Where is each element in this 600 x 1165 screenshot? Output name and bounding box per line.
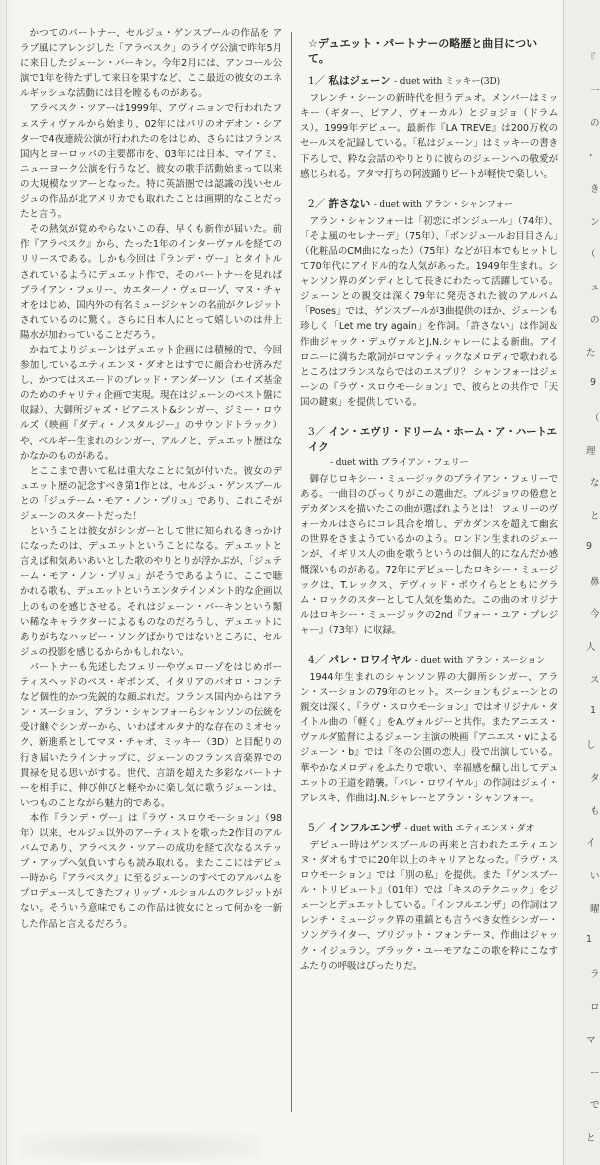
edge-char: の bbox=[590, 118, 600, 129]
edge-char: 曜 bbox=[590, 904, 600, 915]
column-divider bbox=[291, 32, 292, 1112]
song-duet-partner: - duet with エティエンヌ・ダオ bbox=[404, 823, 535, 834]
edge-char: ラ bbox=[590, 969, 600, 980]
song-duet-partner: - duet with ブライアン・フェリー bbox=[330, 457, 469, 468]
edge-char: も bbox=[590, 806, 600, 817]
song-entry-3 bbox=[300, 425, 558, 638]
article-paragraph: その熱気が覚めやらないこの春、早くも新作が届いた。前作『アラベスク』から、たった1年のインターヴァルを経てのリリースである。しかも今回は『ランデ・ヴー』とタイトルされているようにデュエット作で、そのパートナーを見ればブライアン・フェリー、カエターノ・ヴェローゾ、マヌ・チャオをはじめ、国内外の有名ミュージシャンの名前がクレジットされているのに驚く。さらに日本人にとって嬉しいのは井上陽水が加わっていることだろう。 bbox=[20, 224, 282, 341]
song-title: 許さない bbox=[328, 197, 371, 210]
song-description: アラン・シャンフォーは「初恋にボンジュール」（74年）、「そよ風のセレナーデ」（75年）、「ボンジュールお目目さん」（化粧品のCM曲になった）（75年）などが日本でもヒットして70年代にアイドル的な人気があった。1949年生まれ。シャンソン界のダンディとして長きにわたって活躍している。ジェーンとの親交は深く79年に発売された彼のアルバム「Poses」では、ゲンスブールが3曲提供のほか、ジェーンも珍しく「Let me try again」を作詞。「許さない」は作詞＆作曲ジャック・デュヴァルとJ.N.シャレーによる新曲。アイロニーに満ちた歌詞がロマンティックなメロディで歌われるところはフランスならではのエスプリ？ シャンフォーはジェーンの『ラヴ・スロウモーション』で、彼らとの共作で「天国の鍵束」を提供している。 bbox=[300, 215, 558, 408]
edge-char: 人 bbox=[586, 642, 596, 653]
song-entry-4 bbox=[300, 653, 558, 806]
edge-char: と bbox=[590, 511, 600, 522]
adjacent-page-edge bbox=[563, 0, 600, 1165]
article-column-right bbox=[300, 30, 558, 989]
song-title: イン・エヴリ・ドリーム・ホーム・ア・ハートエイク bbox=[308, 425, 557, 453]
song-number: 4／ bbox=[308, 654, 325, 666]
article-paragraph: とここまで書いて私は重大なことに気が付いた。彼女のデュエット歴の記念すべき第1作とは、セルジュ・ゲンスブールとの「ジュテーム・モア・ノン・プリュ」であり、これこそがジェーンのスタートだった！ bbox=[20, 465, 282, 522]
song-entry-5 bbox=[300, 821, 558, 974]
song-entry-1 bbox=[300, 74, 558, 182]
article-column-left bbox=[20, 26, 282, 932]
song-duet-partner: - duet with アラン・シャンフォー bbox=[373, 199, 514, 210]
song-description: フレンチ・シーンの新時代を担うデュオ。メンバーはミッキー（ギター、ピアノ、ヴォーカル）とジョジョ（ドラムス）。1999年デビュー。最新作『LA TREVE』は200万枚のセールスを記録している。「私はジェーン」はミッキーの書き下ろしで、粋な会話のやりとりに彼らのジェーンへの敬愛が感じられる。アタマ打ちの阿波踊りビートが軽快で楽しい。 bbox=[300, 93, 558, 180]
song-entry-2 bbox=[300, 197, 558, 410]
edge-char: 『 bbox=[586, 53, 596, 64]
edge-char: （ bbox=[590, 413, 600, 424]
article-paragraph: パートナーも先述したフェリーやヴェローゾをはじめボーティスヘッドのベス・ギボンズ、イタリアのパオロ・コンテなど個性的かつ先鋭的な顔ぶれだ。フランス国内からはアラン・スーション、アラン・シャンフォーらシャンソンの伝統を受け継ぐシンガーから、いわばオルタナ的な存在のミオセック、新進系としてマヌ・チャオ、ミッキー（3D）と目配りの行き届いたラインナップに、ジェーンのフランス音楽界での貫禄を見る思いがする。世代、言語を超えた多彩なパートナーを相手に、伸び伸びと軽やかに楽し気に歌うジェーンは、いつものことながら魅力的である。 bbox=[20, 661, 282, 809]
edge-char: 一 bbox=[590, 86, 600, 97]
edge-char: と bbox=[586, 1133, 596, 1144]
article-paragraph: 本作『ランデ・ヴー』は『ラヴ・スロウモーション』（98年）以来、セルジュ以外のアーティストを歌った2作目のアルバムであり、アラベスク・ツアーの成功を経て次なるステップ・アップへ気負いすらも読み取れる。またここにはデビュー時から『アラベスク』に至るジェーンのすべてのアルバムをプロデュースしてきたフィリップ・ルショルムのクレジットがない。そういう意味でもこの作品は彼女にとって何かを一新した作品と言えるだろう。 bbox=[20, 812, 282, 930]
song-heading bbox=[308, 425, 558, 455]
edge-char: な bbox=[590, 478, 600, 489]
edge-char: マ bbox=[586, 1035, 596, 1046]
song-heading bbox=[308, 653, 558, 669]
article-paragraph: かつてのパートナー、セルジュ・ゲンスブールの作品を アラブ風にアレンジした「アラベスク」のライヴ公演で昨年5月に来日したジェーン・バーキン。今年2月には、アンコール公演で1年を待たずして来日を果すなど、ここ最近の彼女のエネルギッシュな活動には目を瞠るものがある。 bbox=[20, 28, 282, 100]
song-heading bbox=[308, 74, 558, 90]
edge-char: ー bbox=[590, 1068, 600, 1079]
song-heading bbox=[308, 821, 558, 837]
edge-char: で bbox=[590, 1100, 600, 1111]
edge-char: ン bbox=[590, 217, 600, 228]
scan-smudge bbox=[20, 1132, 260, 1162]
song-number: 3／ bbox=[308, 425, 325, 438]
edge-char: 9 bbox=[590, 377, 597, 388]
song-title: インフルエンザ bbox=[328, 821, 401, 834]
edge-char: 鼻 bbox=[590, 577, 600, 588]
song-heading bbox=[308, 197, 558, 213]
edge-char: 今 bbox=[590, 609, 600, 620]
edge-char: 1 bbox=[590, 705, 597, 716]
edge-char: （ bbox=[586, 249, 596, 260]
edge-char: の bbox=[590, 315, 600, 326]
edge-char: ・ bbox=[586, 151, 596, 162]
article-paragraph: かねてよりジェーンはデュエット企画には積極的で、今回参加しているエティエンヌ・ダオとはすでに顔合わせ済みだし、かつてはスエードのブレッド・アンダーソン（エイズ基金のためのチャリティ企画で実現。現在はジェーンのベスト盤に収録）、大御所ジャズ・ピアニスト&シンガー、ジミー・ロウルズ（映画『ダディ・ノスタルジー』のサウンドトラック）や、ベルギー生まれのシンガー、アルノと、デュエット歴はなかなかのものがある。 bbox=[20, 344, 282, 462]
song-description: デビュー時はゲンスブールの再来と言われたエティエンヌ・ダオもすでに20年以上のキャリアとなった。『ラヴ・スロウモーション』では「別の私」を提供。また『ゲンスブール・トリビュート』（01年）では「キスのテクニック」をジェーンとデュエットしている。「インフルエンザ」の作詞はフレンチ・ミュージック界の重鎮とも言うべき女性シンガー・ソングライター、ブリジット・フォンテーヌ、作曲はジャック・イジュラン。ブラック・ユーモアなこの歌を粋にこなすふたりの呼吸はぴったりだ。 bbox=[300, 839, 558, 972]
song-number: 1／ bbox=[308, 75, 325, 88]
edge-char: 理 bbox=[586, 446, 596, 457]
edge-char: ス bbox=[590, 675, 600, 686]
edge-char: ロ bbox=[590, 1002, 600, 1013]
song-description: 御存じロキシー・ミュージックのブライアン・フェリーである。一曲目のびっくりがこの選曲だ。ブルジョワの倦怠とデカダンスを描いたこの曲が選ばれようとは！ フェリーのヴォーカルはさらにコレ具合を増し、デカダンスを超えて幽玄の世界をさまようているかのよう。ロンドン生まれのジェーンが、イギリス人の曲を歌うというのは個人的になんだか感慨深いものがある。72年にデビューしたロキシー・ミュージックは、T.レックス、デヴィッド・ボウイらとともにグラム・ロックのスターとして人気を集めた。この曲のオリジナルはロキシー・ミュージックの2nd『フォー・ユア・プレジャー』（73年）に収録。 bbox=[300, 473, 558, 636]
edge-char: 1 bbox=[586, 934, 593, 945]
song-number: 2／ bbox=[308, 197, 325, 210]
song-description: 1944年生まれのシャンソン界の大御所シンガー、アラン・スーションの79年のヒット。スーションもジェーンとの親交は深く、『ラヴ・スロウモーション』ではオリジナル・タイトル曲の「軽く」をA.ヴォルジーと共作。またアニエス・ヴァルダ監督によるジェーン主演の映画『アニエス・vによるジェーン・b』では「冬の公園の恋人」役で出演している。華やかなメロディをふたりで歌い、幸福感を醸し出してデュエットの王道を踏襲。「パレ・ロワイヤル」の作詞はジェイ・アレスキ、作曲はJ.N.シャレーとアラン・シャンフォー。 bbox=[300, 672, 558, 804]
song-title: パレ・ロワイヤル bbox=[328, 654, 412, 666]
song-number: 5／ bbox=[308, 821, 325, 834]
edge-char: き bbox=[590, 184, 600, 195]
edge-char: タ bbox=[590, 773, 600, 784]
article-paragraph: アラベスク・ツアーは1999年、アヴィニョンで行われたフェスティヴァルから始まり、02年にはパリのオデオン・シアターで4夜連続公演が行われたのをはじめ、さらにはフランス国内とヨーロッパの主要都市を、03年には日本、マイアミ、ニューヨーク公演を行うなど、彼女の歌手活動始まって以来の大規模なツアーとなった。特に英語圏では認識の浅いセルジュの作品が北アメリカでも取れたことは画期的なことだったと言う。 bbox=[20, 103, 282, 221]
binding-edge bbox=[6, 0, 7, 1165]
edge-char: し bbox=[586, 740, 596, 751]
edge-char: 9 bbox=[586, 541, 593, 552]
song-duet-partner: - duet with アラン・スーション bbox=[414, 656, 546, 666]
section-heading: ☆デュエット・パートナーの略歴と曲目について。 bbox=[308, 37, 538, 66]
song-title: 私はジェーン bbox=[328, 75, 391, 88]
edge-char: イ bbox=[586, 838, 596, 849]
edge-char: ュ bbox=[590, 282, 600, 293]
song-duet-partner: - duet with ミッキー(3D) bbox=[394, 77, 500, 88]
edge-char: た bbox=[586, 348, 596, 359]
edge-char: い bbox=[590, 871, 600, 882]
article-paragraph: ということは彼女がシンガーとして世に知られるきっかけになったのは、デュエットということになる。デュエットと言えば和気あいあいとした歌のやりとりが浮かぶが、「ジュテーム・モア・ノン・プリュ」がそうであるように、ここで聴かれる歌も、デュエットというエンタテインメント的な企画以上のものを感じさせる。それはジェーン・バーキンという類い稀なキャラクターによるものなのだろうし、デュエットにありがちなハッピー・ソングばかりではないところに、セルジュの投影を感じるからかもしれない。 bbox=[20, 526, 282, 658]
